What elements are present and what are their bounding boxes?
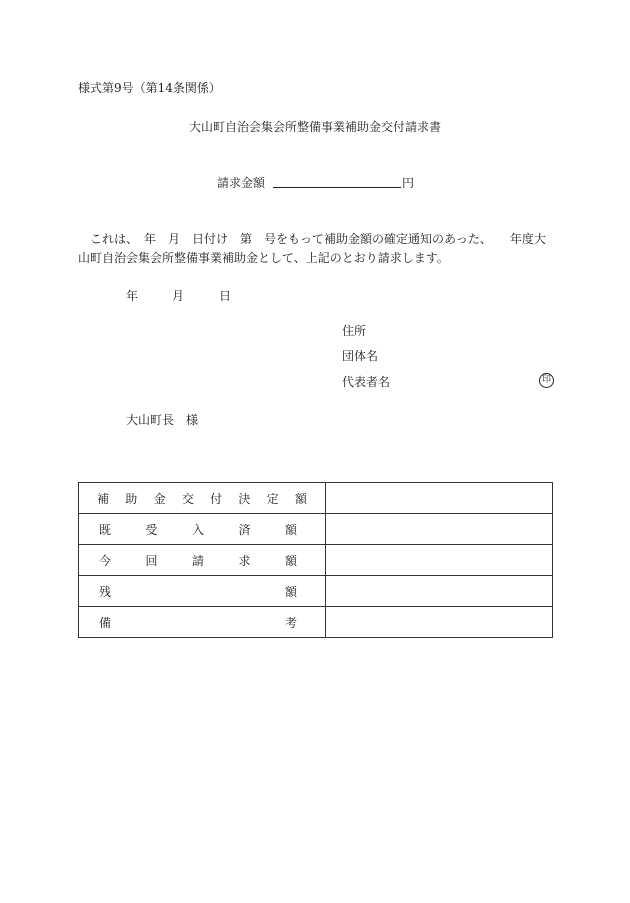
row-value-current-request (326, 545, 553, 576)
request-statement-line-2: 山町自治会集会所整備事業補助金として、上記のとおり請求します。 (78, 251, 449, 265)
address-label: 住所 (342, 324, 367, 338)
row-label-remarks: 備考 (79, 607, 326, 638)
row-value-remaining (326, 576, 553, 607)
seal-mark: 印 (539, 373, 554, 388)
addressee: 大山町長 様 (126, 413, 199, 427)
row-label-current-request: 今回請求額 (79, 545, 326, 576)
row-value-already-received (326, 514, 553, 545)
amount-unit: 円 (402, 176, 415, 190)
amount-summary-table (78, 482, 553, 638)
date-year-label: 年 (126, 289, 139, 303)
representative-name-label: 代表者名 (342, 375, 391, 389)
table-row (79, 483, 553, 514)
table-row (79, 576, 553, 607)
requested-amount-label: 請求金額 (217, 176, 266, 190)
requested-amount-blank-line (273, 187, 401, 188)
row-label-grant-decision-amount: 補助金交付決定額 (79, 483, 326, 514)
date-month-label: 月 (172, 289, 185, 303)
row-value-grant-decision-amount (326, 483, 553, 514)
table-row (79, 514, 553, 545)
date-day-label: 日 (219, 289, 232, 303)
row-label-remaining: 残額 (79, 576, 326, 607)
table-row (79, 607, 553, 638)
organization-name-label: 団体名 (342, 349, 379, 363)
request-statement-line-1: これは、 年 月 日付け 第 号をもって補助金額の確定通知のあった、 年度大 (78, 232, 546, 246)
row-label-already-received: 既受入済額 (79, 514, 326, 545)
form-number: 様式第9号（第14条関係） (78, 81, 221, 95)
row-value-remarks (326, 607, 553, 638)
table-row (79, 545, 553, 576)
document-title: 大山町自治会集会所整備事業補助金交付請求書 (188, 120, 441, 134)
